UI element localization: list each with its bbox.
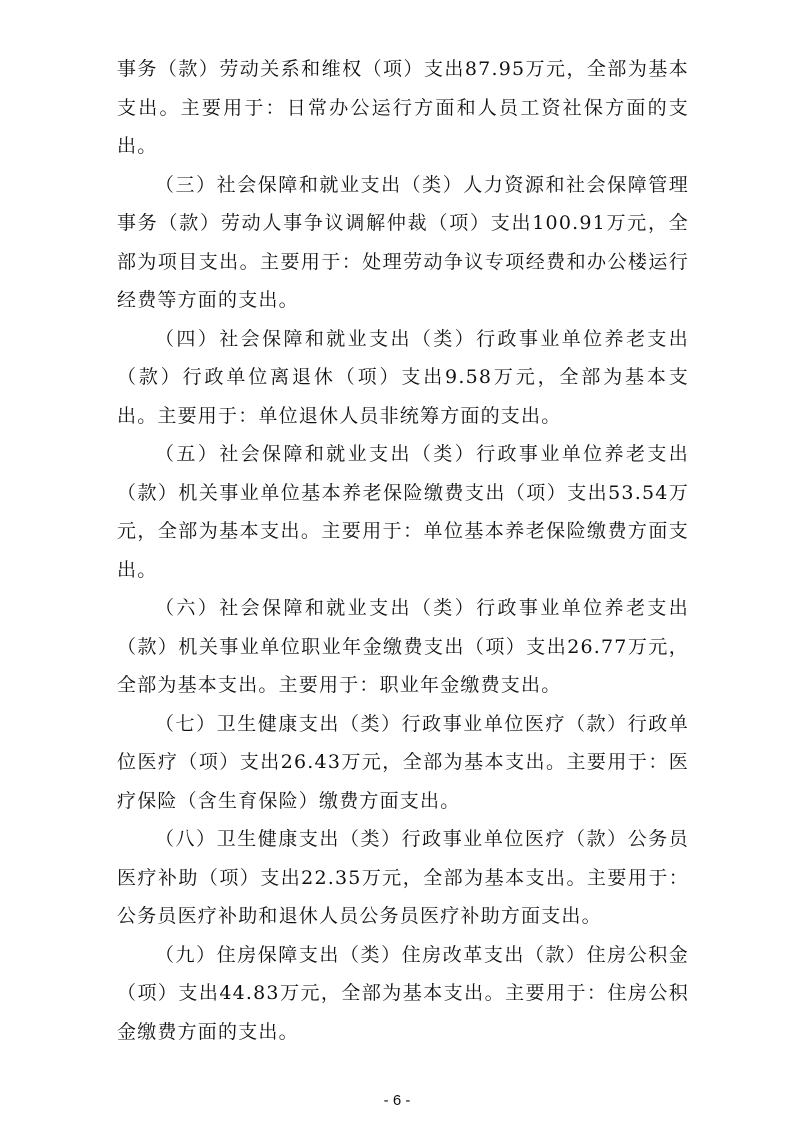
paragraph-3: （四）社会保障和就业支出（类）行政事业单位养老支出（款）行政单位离退休（项）支出9.58万元，全部为基本支出。主要用于：单位退休人员非统筹方面的支出。 [117, 327, 689, 427]
paragraph-2: （三）社会保障和就业支出（类）人力资源和社会保障管理事务（款）劳动人事争议调解仲裁（项）支出100.91万元，全部为项目支出。主要用于：处理劳动争议专项经费和办公楼运行经费等方面的支出。 [117, 173, 689, 311]
paragraph-1: 事务（款）劳动关系和维权（项）支出87.95万元，全部为基本支出。主要用于：日常办公运行方面和人员工资社保方面的支出。 [117, 58, 689, 157]
paragraph-8: （九）住房保障支出（类）住房改革支出（款）住房公积金（项）支出44.83万元，全部为基本支出。主要用于：住房公积金缴费方面的支出。 [117, 943, 689, 1043]
paragraph-6: （七）卫生健康支出（类）行政事业单位医疗（款）行政单位医疗（项）支出26.43万元，全部为基本支出。主要用于：医疗保险（含生育保险）缴费方面支出。 [117, 712, 689, 812]
paragraph-4: （五）社会保障和就业支出（类）行政事业单位养老支出（款）机关事业单位基本养老保险缴费支出（项）支出53.54万元，全部为基本支出。主要用于：单位基本养老保险缴费方面支出。 [117, 443, 689, 581]
paragraph-5: （六）社会保障和就业支出（类）行政事业单位养老支出（款）机关事业单位职业年金缴费支出（项）支出26.77万元，全部为基本支出。主要用于：职业年金缴费支出。 [117, 597, 689, 696]
paragraph-7: （八）卫生健康支出（类）行政事业单位医疗（款）公务员医疗补助（项）支出22.35万元，全部为基本支出。主要用于：公务员医疗补助和退休人员公务员医疗补助方面支出。 [117, 828, 689, 927]
page-number: - 6 - [383, 1092, 411, 1109]
body-text [117, 50, 689, 1051]
